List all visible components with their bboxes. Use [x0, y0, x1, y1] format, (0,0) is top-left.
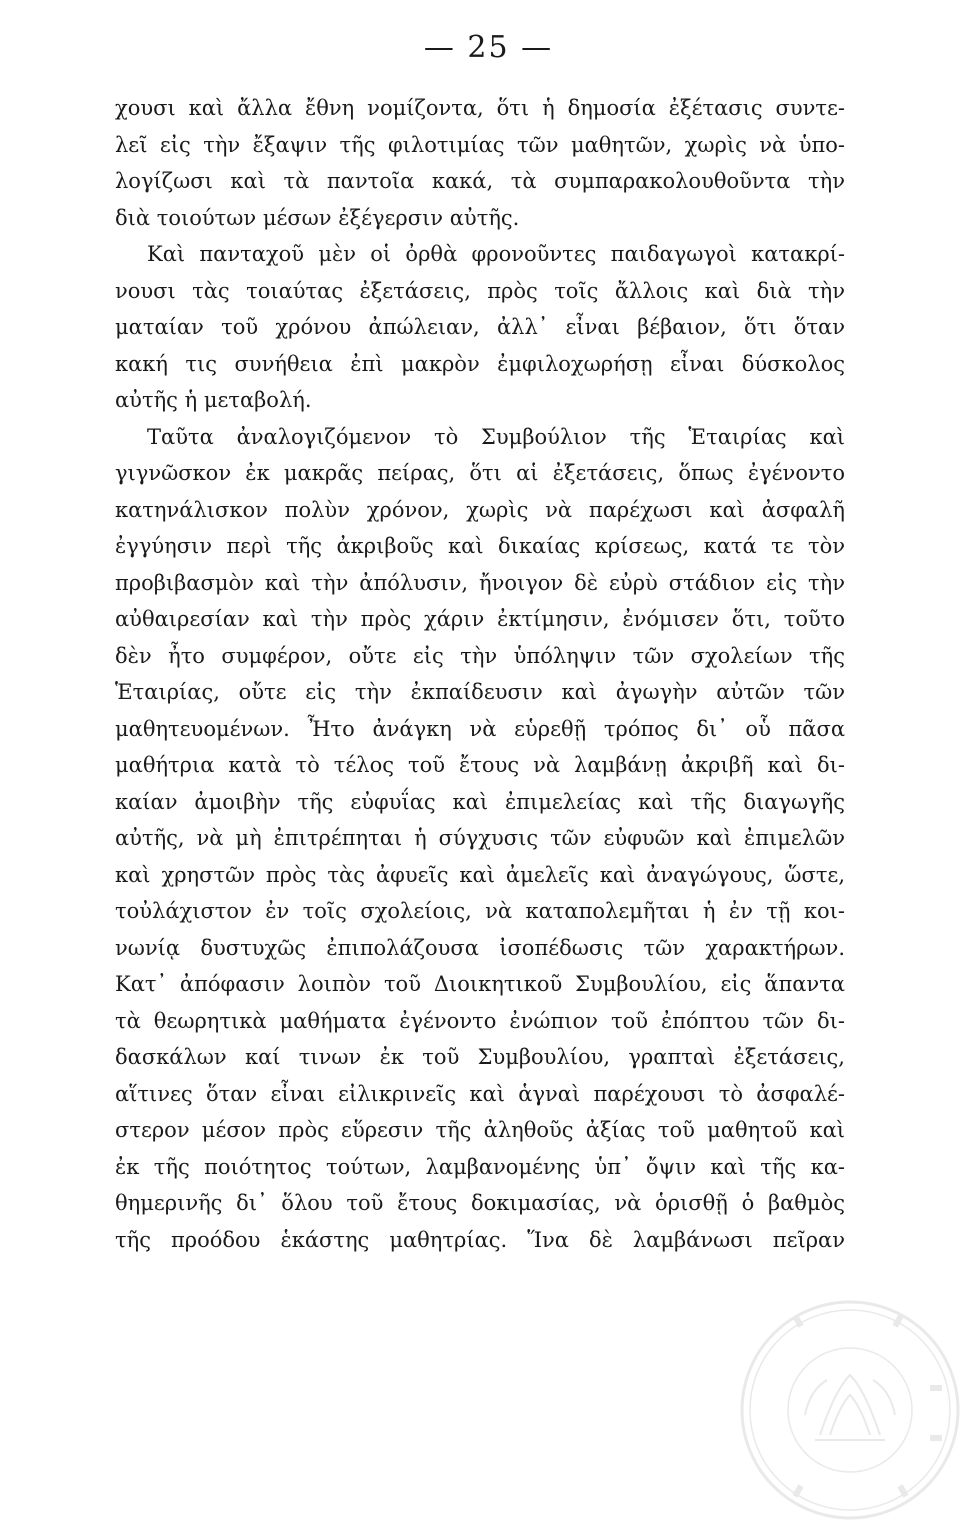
- text-line: λογίζωσι καὶ τὰ παντοῖα κακά, τὰ συμπαρακολουθοῦντα τὴν: [115, 169, 845, 193]
- text-line: κατηνάλισκον πολὺν χρόνον, χωρὶς νὰ παρέχωσι καὶ ἀσφαλῆ: [115, 497, 845, 522]
- text-line: Καὶ πανταχοῦ μὲν οἱ ὀρθὰ φρονοῦντες παιδαγωγοὶ κατακρί-: [147, 242, 845, 266]
- text-line: δὲν ἦτο συμφέρον, οὔτε εἰς τὴν ὑπόληψιν τῶν σχολείων τῆς: [115, 643, 845, 668]
- page-number: — 25 —: [423, 30, 554, 65]
- text-line: Ταῦτα ἀναλογιζόμενον τὸ Συμβούλιον τῆς Ἑταιρίας καὶ: [147, 424, 845, 449]
- paragraph-1: [115, 90, 845, 236]
- text-line: μαθήτρια κατὰ τὸ τέλος τοῦ ἔτους νὰ λαμβάνῃ ἀκριβῆ καὶ δι-: [115, 753, 845, 777]
- text-line: νωνίᾳ δυστυχῶς ἐπιπολάζουσα ἰσοπέδωσις τῶν χαρακτήρων.: [115, 935, 845, 960]
- text-line: διὰ τοιούτων μέσων ἐξέγερσιν αὐτῆς.: [115, 205, 520, 230]
- text-line: τῆς προόδου ἑκάστης μαθητρίας. Ἵνα δὲ λαμβάνωσι πεῖραν: [115, 1227, 845, 1252]
- text-line: ἐκ τῆς ποιότητος τούτων, λαμβανομένης ὑπ᾽ ὄψιν καὶ τῆς κα-: [115, 1154, 845, 1179]
- text-line: λεῖ εἰς τὴν ἔξαψιν τῆς φιλοτιμίας τῶν μαθητῶν, χωρὶς νὰ ὑπο-: [115, 132, 845, 157]
- paragraph-3: [115, 419, 845, 1259]
- text-line: αἵτινες ὅταν εἶναι εἰλικρινεῖς καὶ ἁγναὶ παρέχουσι τὸ ἀσφαλέ-: [115, 1081, 845, 1106]
- text-line: ματαίαν τοῦ χρόνου ἀπώλειαν, ἀλλ᾽ εἶναι βέβαιον, ὅτι ὅταν: [115, 315, 845, 339]
- text-line: θημερινῆς δι᾽ ὅλου τοῦ ἔτους δοκιμασίας, νὰ ὁρισθῇ ὁ βαθμὸς: [115, 1191, 845, 1215]
- text-line: προβιβασμὸν καὶ τὴν ἀπόλυσιν, ἤνοιγον δὲ εὐρὺ στάδιον εἰς τὴν: [115, 570, 845, 595]
- text-line: γιγνῶσκον ἐκ μακρᾶς πείρας, ὅτι αἱ ἐξετάσεις, ὅπως ἐγένοντο: [115, 461, 845, 485]
- text-line: Κατ᾽ ἀπόφασιν λοιπὸν τοῦ Διοικητικοῦ Συμβουλίου, εἰς ἅπαντα: [115, 972, 845, 996]
- text-line: δασκάλων καί τινων ἐκ τοῦ Συμβουλίου, γραπταὶ ἐξετάσεις,: [115, 1045, 845, 1069]
- text-line: τοὐλάχιστον ἐν τοῖς σχολείοις, νὰ καταπολεμῆται ἡ ἐν τῇ κοι-: [115, 899, 845, 923]
- text-line: τὰ θεωρητικὰ μαθήματα ἐγένοντο ἐνώπιον τοῦ ἐπόπτου τῶν δι-: [115, 1008, 845, 1033]
- text-line: μαθητευομένων. Ἦτο ἀνάγκη νὰ εὑρεθῇ τρόπος δι᾽ οὗ πᾶσα: [115, 716, 845, 741]
- text-line: αὐτῆς, νὰ μὴ ἐπιτρέπηται ἡ σύγχυσις τῶν εὐφυῶν καὶ ἐπιμελῶν: [115, 826, 845, 850]
- text-line: στερον μέσον πρὸς εὕρεσιν τῆς ἀληθοῦς ἀξίας τοῦ μαθητοῦ καὶ: [115, 1118, 845, 1142]
- body-text: [115, 90, 845, 1258]
- text-line: χουσι καὶ ἄλλα ἔθνη νομίζοντα, ὅτι ἡ δημοσία ἐξέτασις συντε-: [115, 96, 845, 120]
- text-line: αὐθαιρεσίαν καὶ τὴν πρὸς χάριν ἐκτίμησιν, ἐνόμισεν ὅτι, τοῦτο: [115, 607, 845, 631]
- text-line: καίαν ἀμοιβὴν τῆς εὐφυΐας καὶ ἐπιμελείας καὶ τῆς διαγωγῆς: [115, 789, 845, 814]
- text-line: κακή τις συνήθεια ἐπὶ μακρὸν ἐμφιλοχωρήσῃ εἶναι δύσκολος: [115, 351, 845, 376]
- university-seal-icon: [735, 1295, 965, 1525]
- paragraph-2: [115, 236, 845, 419]
- text-line: νουσι τὰς τοιαύτας ἐξετάσεις, πρὸς τοῖς ἄλλοις καὶ διὰ τὴν: [115, 278, 845, 303]
- text-line: ἐγγύησιν περὶ τῆς ἀκριβοῦς καὶ δικαίας κρίσεως, κατά τε τὸν: [115, 534, 845, 558]
- text-line: καὶ χρηστῶν πρὸς τὰς ἀφυεῖς καὶ ἀμελεῖς καὶ ἀναγώγους, ὥστε,: [115, 862, 845, 887]
- text-line: Ἑταιρίας, οὔτε εἰς τὴν ἐκπαίδευσιν καὶ ἀγωγὴν αὐτῶν τῶν: [115, 680, 845, 704]
- text-line: αὐτῆς ἡ μεταβολή.: [115, 388, 312, 412]
